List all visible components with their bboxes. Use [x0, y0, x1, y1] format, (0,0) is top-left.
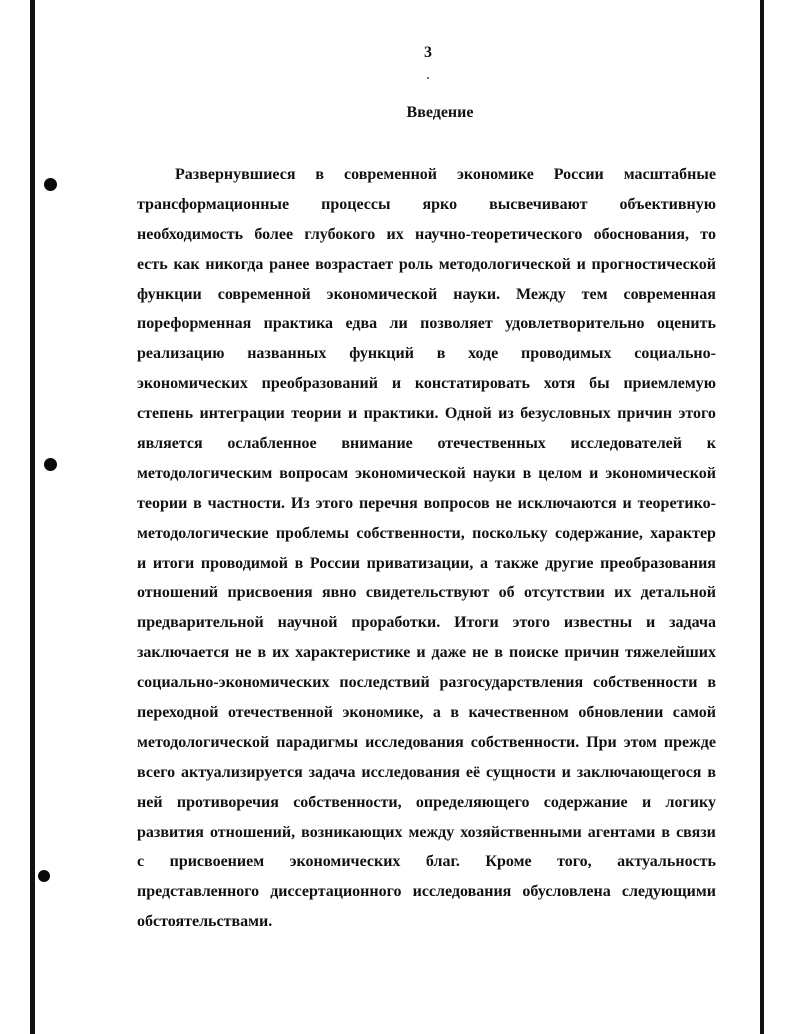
binding-hole-bottom — [38, 870, 50, 882]
text-line: необходимость более глубокого их научно-теоретического обоснования, то — [137, 225, 716, 243]
text-line: методологической парадигмы исследования собственности. При этом прежде — [137, 733, 716, 751]
text-line: заключается не в их характеристике и даже не в поиске причин тяжелейших — [137, 644, 716, 662]
text-line: теории в частности. Из этого перечня вопросов не исключаются и теоретико- — [137, 494, 716, 512]
scan-speck — [427, 77, 429, 79]
body-paragraph — [137, 160, 716, 937]
text-line: является ослабленное внимание отечественных исследователей к — [137, 435, 716, 453]
text-line: обстоятельствами. — [137, 913, 273, 931]
text-line: функции современной экономической науки. Между тем современная — [137, 285, 716, 303]
text-line: Развернувшиеся в современной экономике России масштабные — [175, 166, 716, 183]
text-line: методологическим вопросам экономической науки в целом и экономической — [137, 464, 716, 482]
text-line: предварительной научной проработки. Итоги этого известны и задача — [137, 614, 716, 632]
text-line: и итоги проводимой в России приватизации, а также другие преобразования — [137, 554, 716, 572]
text-line: переходной отечественной экономике, а в качественном обновлении самой — [137, 704, 716, 722]
page-border-left — [30, 0, 35, 1034]
text-line: реализацию названных функций в ходе проводимых социально- — [137, 345, 716, 363]
text-line: представленного диссертационного исследования обусловлена следующими — [137, 883, 716, 901]
page-border-right — [760, 0, 764, 1034]
text-line: ней противоречия собственности, определяющего содержание и логику — [137, 793, 716, 811]
text-line: социально-экономических последствий разгосударствления собственности в — [137, 674, 716, 692]
text-line: есть как никогда ранее возрастает роль методологической и прогностической — [137, 255, 716, 273]
page-number: 3 — [424, 44, 432, 61]
text-line: отношений присвоения явно свидетельствуют об отсутствии их детальной — [137, 584, 716, 602]
text-line: степень интеграции теории и практики. Одной из безусловных причин этого — [137, 405, 716, 423]
section-heading: Введение — [406, 104, 474, 121]
text-line: трансформационные процессы ярко высвечивают объективную — [137, 195, 716, 213]
text-line: методологические проблемы собственности, поскольку содержание, характер — [137, 524, 716, 542]
binding-hole-top — [44, 178, 57, 191]
text-line: развития отношений, возникающих между хозяйственными агентами в связи — [137, 823, 716, 841]
text-line: экономических преобразований и констатировать хотя бы приемлемую — [137, 375, 716, 393]
text-line: пореформенная практика едва ли позволяет удовлетворительно оценить — [137, 315, 716, 333]
text-line: всего актуализируется задача исследования её сущности и заключающегося в — [137, 763, 716, 781]
binding-hole-middle — [44, 458, 57, 471]
text-line: с присвоением экономических благ. Кроме того, актуальность — [137, 853, 716, 871]
